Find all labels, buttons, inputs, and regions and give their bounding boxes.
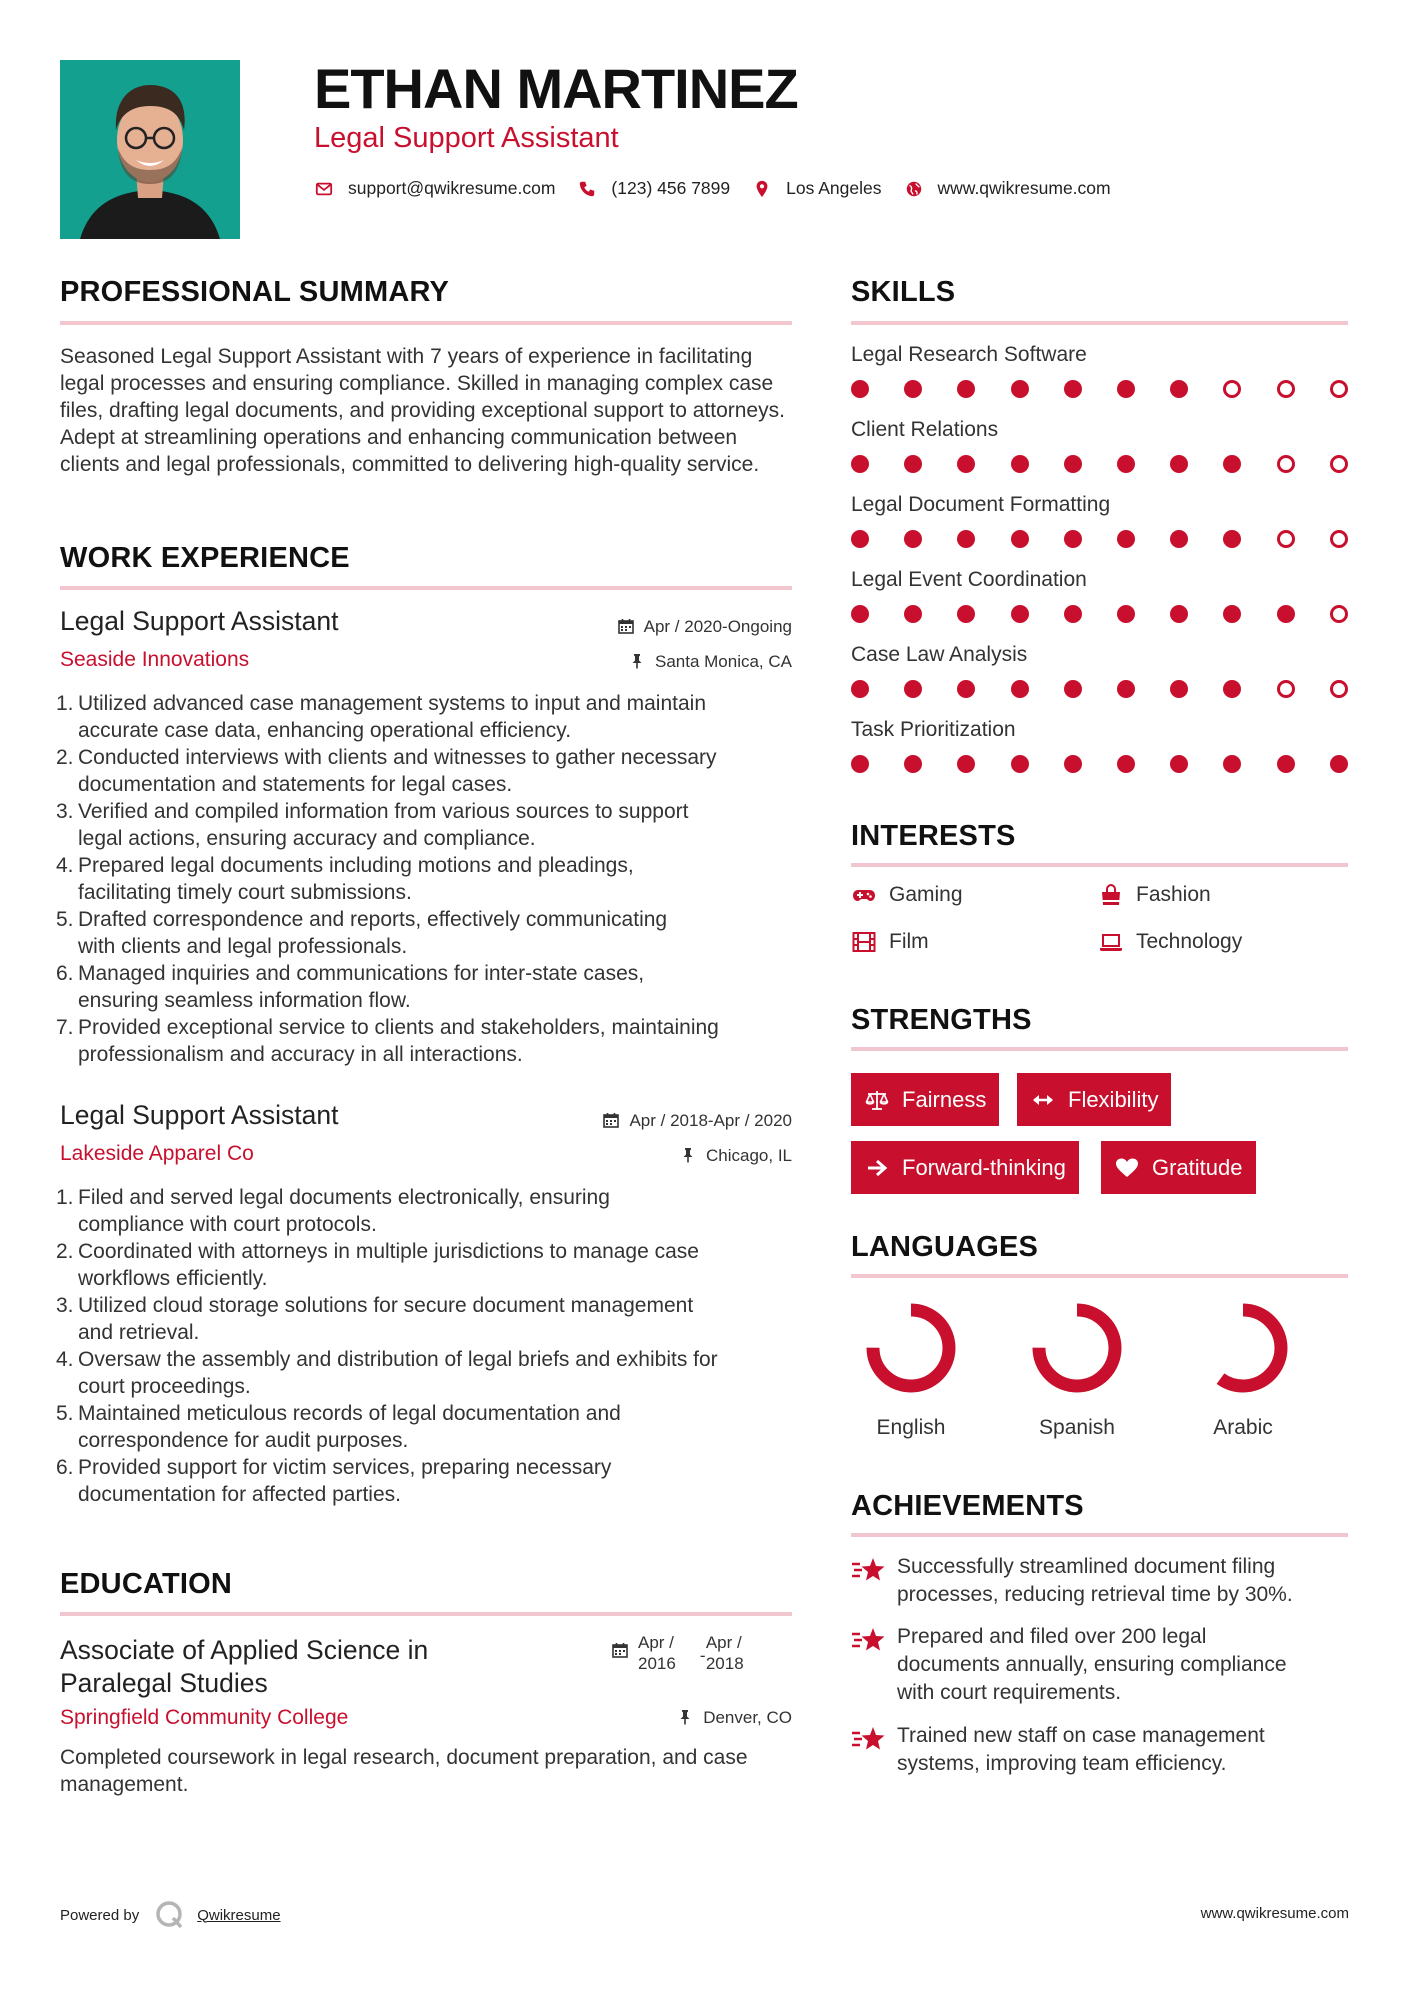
achievement-item bbox=[851, 1553, 1351, 1609]
responsibility-line: with clients and legal professionals. bbox=[78, 935, 408, 958]
responsibility-line: legal actions, ensuring accuracy and compliance. bbox=[78, 827, 536, 850]
rating-dot-filled bbox=[1223, 455, 1241, 473]
rating-dot-filled bbox=[1223, 605, 1241, 623]
rating-dot-filled bbox=[1011, 380, 1029, 398]
gamepad-icon bbox=[851, 884, 877, 906]
responsibility-line: Maintained meticulous records of legal documentation and bbox=[78, 1402, 621, 1425]
rating-dot-filled bbox=[1277, 605, 1295, 623]
envelope-icon bbox=[314, 179, 334, 199]
contact-email[interactable]: support@qwikresume.com bbox=[314, 178, 555, 199]
interest-item: Fashion bbox=[1098, 883, 1211, 907]
laptop-icon bbox=[1098, 931, 1124, 953]
proficiency-arc bbox=[1039, 1310, 1115, 1386]
company-name: Seaside Innovations bbox=[60, 648, 250, 671]
rating-dot-filled bbox=[1011, 680, 1029, 698]
responsibility-line: facilitating timely court submissions. bbox=[78, 881, 412, 904]
experience-heading: WORK EXPERIENCE bbox=[60, 542, 350, 574]
rating-dot-empty bbox=[1330, 455, 1348, 473]
language-name: Arabic bbox=[1213, 1416, 1273, 1439]
strength-tag: Flexibility bbox=[1017, 1073, 1171, 1126]
candidate-role: Legal Support Assistant bbox=[314, 122, 619, 154]
list-number: 2. bbox=[56, 746, 74, 769]
section-divider bbox=[60, 586, 792, 590]
responsibility-item bbox=[56, 1238, 800, 1292]
rating-dot-filled bbox=[1064, 605, 1082, 623]
responsibility-line: correspondence for audit purposes. bbox=[78, 1429, 409, 1452]
skill-rating bbox=[851, 455, 1351, 477]
section-divider bbox=[851, 1533, 1348, 1537]
skill-name: Case Law Analysis bbox=[851, 643, 1028, 666]
strength-tag: Gratitude bbox=[1101, 1141, 1256, 1194]
contact-phone[interactable]: (123) 456 7899 bbox=[577, 178, 730, 199]
footer-website[interactable]: www.qwikresume.com bbox=[1200, 1905, 1349, 1922]
responsibility-line: Drafted correspondence and reports, effectively communicating bbox=[78, 908, 668, 931]
film-icon bbox=[851, 931, 877, 953]
responsibility-item bbox=[56, 852, 800, 906]
achievement-line: Prepared and filed over 200 legal bbox=[897, 1625, 1207, 1648]
section-divider bbox=[60, 1612, 792, 1616]
degree-name: Associate of Applied Science in Paralegal Studies bbox=[60, 1635, 429, 1698]
rating-dot-filled bbox=[904, 380, 922, 398]
responsibility-line: ensuring seamless information flow. bbox=[78, 989, 411, 1012]
rating-dot-filled bbox=[1011, 455, 1029, 473]
responsibility-item bbox=[56, 744, 800, 798]
rating-dot-empty bbox=[1330, 380, 1348, 398]
rating-dot-filled bbox=[1170, 755, 1188, 773]
education-start-date: Apr / 2016 bbox=[638, 1633, 676, 1673]
language-item bbox=[1007, 1300, 1147, 1440]
arrows-horizontal-icon bbox=[1030, 1088, 1056, 1112]
rating-dot-filled bbox=[957, 455, 975, 473]
interest-item: Film bbox=[851, 930, 929, 954]
profile-photo bbox=[60, 60, 240, 239]
pushpin-icon bbox=[629, 653, 647, 671]
responsibility-line: Utilized cloud storage solutions for secure document management bbox=[78, 1294, 694, 1317]
achievement-item bbox=[851, 1623, 1351, 1707]
job-responsibilities bbox=[56, 690, 800, 1068]
education-description: Completed coursework in legal research, document preparation, and case management. bbox=[60, 1746, 748, 1796]
responsibility-item bbox=[56, 1346, 800, 1400]
rating-dot-empty bbox=[1277, 455, 1295, 473]
rating-dot-filled bbox=[904, 755, 922, 773]
proficiency-arc bbox=[873, 1310, 949, 1386]
skill-name: Legal Document Formatting bbox=[851, 493, 1111, 516]
responsibility-item bbox=[56, 906, 800, 960]
heart-icon bbox=[1114, 1156, 1140, 1180]
responsibility-line: professionalism and accuracy in all interactions. bbox=[78, 1043, 523, 1066]
achievement-text bbox=[897, 1623, 1287, 1707]
achievements-heading: ACHIEVEMENTS bbox=[851, 1490, 1084, 1522]
responsibility-item bbox=[56, 1400, 800, 1454]
rating-dot-filled bbox=[904, 530, 922, 548]
responsibility-item bbox=[56, 1292, 800, 1346]
section-divider bbox=[851, 863, 1348, 867]
achievement-line: systems, improving team efficiency. bbox=[897, 1752, 1227, 1775]
skill-name: Task Prioritization bbox=[851, 718, 1016, 741]
list-number: 2. bbox=[56, 1240, 74, 1263]
contact-location: Los Angeles bbox=[752, 178, 881, 199]
strength-tag: Fairness bbox=[851, 1073, 999, 1126]
rating-dot-empty bbox=[1277, 680, 1295, 698]
strengths-heading: STRENGTHS bbox=[851, 1004, 1032, 1036]
rating-dot-filled bbox=[1117, 605, 1135, 623]
rating-dot-filled bbox=[851, 680, 869, 698]
responsibility-line: Prepared legal documents including motions and pleadings, bbox=[78, 854, 634, 877]
section-divider bbox=[851, 321, 1348, 325]
list-number: 5. bbox=[56, 908, 74, 931]
responsibility-line: Filed and served legal documents electronically, ensuring bbox=[78, 1186, 610, 1209]
rating-dot-filled bbox=[1170, 455, 1188, 473]
star-icon bbox=[851, 1625, 887, 1655]
language-name: English bbox=[876, 1416, 946, 1439]
rating-dot-filled bbox=[1011, 605, 1029, 623]
language-item bbox=[1173, 1300, 1313, 1440]
achievement-line: processes, reducing retrieval time by 30%. bbox=[897, 1583, 1293, 1606]
list-number: 1. bbox=[56, 1186, 74, 1209]
language-item bbox=[841, 1300, 981, 1440]
responsibility-line: Conducted interviews with clients and witnesses to gather necessary bbox=[78, 746, 717, 769]
language-proficiency-ring bbox=[1195, 1300, 1291, 1396]
achievement-line: with court requirements. bbox=[897, 1681, 1122, 1704]
rating-dot-filled bbox=[851, 455, 869, 473]
arrow-right-icon bbox=[864, 1156, 890, 1180]
rating-dot-filled bbox=[851, 530, 869, 548]
rating-dot-filled bbox=[851, 605, 869, 623]
rating-dot-filled bbox=[1011, 755, 1029, 773]
powered-by-label: Powered by bbox=[60, 1906, 140, 1924]
rating-dot-filled bbox=[1277, 755, 1295, 773]
skill-rating bbox=[851, 380, 1351, 402]
responsibility-line: Managed inquiries and communications for inter-state cases, bbox=[78, 962, 645, 985]
calendar-icon bbox=[603, 1112, 621, 1130]
rating-dot-filled bbox=[1117, 455, 1135, 473]
list-number: 6. bbox=[56, 1456, 74, 1479]
education-end-date: - Apr / 2018 bbox=[699, 1633, 744, 1673]
responsibility-item bbox=[56, 1184, 800, 1238]
rating-dot-empty bbox=[1330, 605, 1348, 623]
rating-dot-empty bbox=[1330, 680, 1348, 698]
rating-dot-empty bbox=[1277, 530, 1295, 548]
rating-dot-filled bbox=[1064, 380, 1082, 398]
skill-name: Legal Research Software bbox=[851, 343, 1087, 366]
contact-bar bbox=[314, 178, 1133, 199]
calendar-icon bbox=[618, 618, 636, 636]
rating-dot-empty bbox=[1223, 380, 1241, 398]
job-dates: Apr / 2018-Apr / 2020 bbox=[492, 1111, 792, 1131]
responsibility-line: Provided exceptional service to clients and stakeholders, maintaining bbox=[78, 1016, 719, 1039]
rating-dot-filled bbox=[1170, 380, 1188, 398]
skill-rating bbox=[851, 755, 1351, 777]
education-location: Denver, CO bbox=[492, 1708, 792, 1728]
rating-dot-filled bbox=[851, 755, 869, 773]
section-divider bbox=[851, 1047, 1348, 1051]
rating-dot-filled bbox=[1064, 455, 1082, 473]
responsibility-line: Coordinated with attorneys in multiple jurisdictions to manage case bbox=[78, 1240, 699, 1263]
scale-icon bbox=[864, 1088, 890, 1112]
responsibility-item bbox=[56, 798, 800, 852]
phone-icon bbox=[577, 179, 597, 199]
pushpin-icon bbox=[677, 1709, 695, 1727]
list-number: 1. bbox=[56, 692, 74, 715]
responsibility-line: compliance with court protocols. bbox=[78, 1213, 377, 1236]
rating-dot-empty bbox=[1330, 530, 1348, 548]
section-divider bbox=[851, 1274, 1348, 1278]
language-name: Spanish bbox=[1039, 1416, 1115, 1439]
job-location: Chicago, IL bbox=[492, 1146, 792, 1166]
summary-text: Seasoned Legal Support Assistant with 7 years of experience in facilitating legal processes and ensuring compliance. Skilled in managing complex case files, drafting legal documents, and providing exceptional support to attorneys. Adept at streamlining operations and enhancing communication between clients and legal professionals, committed to delivering high-quality service. bbox=[60, 345, 785, 476]
proficiency-arc bbox=[1205, 1310, 1281, 1386]
footer-branding bbox=[60, 1900, 281, 1930]
language-proficiency-ring bbox=[863, 1300, 959, 1396]
responsibility-line: Verified and compiled information from various sources to support bbox=[78, 800, 689, 823]
achievement-item bbox=[851, 1722, 1351, 1778]
achievement-line: Trained new staff on case management bbox=[897, 1724, 1265, 1747]
interest-item: Technology bbox=[1098, 930, 1242, 954]
rating-dot-filled bbox=[1117, 755, 1135, 773]
achievement-line: Successfully streamlined document filing bbox=[897, 1555, 1276, 1578]
job-dates: Apr / 2020-Ongoing bbox=[492, 617, 792, 637]
list-number: 7. bbox=[56, 1016, 74, 1039]
company-name: Lakeside Apparel Co bbox=[60, 1142, 254, 1165]
language-proficiency-ring bbox=[1029, 1300, 1125, 1396]
responsibility-item bbox=[56, 1454, 800, 1508]
rating-dot-filled bbox=[957, 755, 975, 773]
education-heading: EDUCATION bbox=[60, 1568, 233, 1600]
list-number: 3. bbox=[56, 800, 74, 823]
qwikresume-logo-icon bbox=[155, 1900, 185, 1930]
contact-website[interactable]: www.qwikresume.com bbox=[904, 178, 1111, 199]
achievement-line: documents annually, ensuring compliance bbox=[897, 1653, 1287, 1676]
education-dates bbox=[612, 1632, 744, 1674]
rating-dot-empty bbox=[1277, 380, 1295, 398]
job-responsibilities bbox=[56, 1184, 800, 1508]
rating-dot-filled bbox=[904, 605, 922, 623]
rating-dot-filled bbox=[851, 380, 869, 398]
job-title: Legal Support Assistant bbox=[60, 1100, 339, 1130]
responsibility-line: accurate case data, enhancing operational efficiency. bbox=[78, 719, 572, 742]
responsibility-line: court proceedings. bbox=[78, 1375, 251, 1398]
rating-dot-filled bbox=[1223, 530, 1241, 548]
skill-rating bbox=[851, 605, 1351, 627]
list-number: 5. bbox=[56, 1402, 74, 1425]
rating-dot-filled bbox=[1064, 680, 1082, 698]
section-divider bbox=[60, 321, 792, 325]
rating-dot-filled bbox=[1117, 680, 1135, 698]
rating-dot-filled bbox=[1170, 605, 1188, 623]
rating-dot-filled bbox=[1064, 755, 1082, 773]
summary-heading: PROFESSIONAL SUMMARY bbox=[60, 276, 450, 308]
interest-item: Gaming bbox=[851, 883, 963, 907]
list-number: 3. bbox=[56, 1294, 74, 1317]
skill-name: Legal Event Coordination bbox=[851, 568, 1087, 591]
skill-name: Client Relations bbox=[851, 418, 999, 441]
responsibility-line: Provided support for victim services, preparing necessary bbox=[78, 1456, 612, 1479]
rating-dot-filled bbox=[1330, 755, 1348, 773]
responsibility-line: and retrieval. bbox=[78, 1321, 200, 1344]
strength-tag: Forward-thinking bbox=[851, 1141, 1079, 1194]
rating-dot-filled bbox=[1223, 755, 1241, 773]
candidate-name: ETHAN MARTINEZ bbox=[314, 57, 798, 120]
responsibility-line: workflows efficiently. bbox=[78, 1267, 268, 1290]
rating-dot-filled bbox=[1117, 530, 1135, 548]
skill-rating bbox=[851, 680, 1351, 702]
rating-dot-filled bbox=[957, 680, 975, 698]
responsibility-line: documentation and statements for legal cases. bbox=[78, 773, 513, 796]
job-location: Santa Monica, CA bbox=[492, 652, 792, 672]
school-name: Springfield Community College bbox=[60, 1706, 349, 1729]
rating-dot-filled bbox=[1170, 680, 1188, 698]
rating-dot-filled bbox=[904, 455, 922, 473]
rating-dot-filled bbox=[957, 380, 975, 398]
responsibility-line: documentation for affected parties. bbox=[78, 1483, 401, 1506]
rating-dot-filled bbox=[1064, 530, 1082, 548]
qwikresume-link[interactable]: Qwikresume bbox=[197, 1906, 281, 1924]
rating-dot-filled bbox=[957, 605, 975, 623]
job-title: Legal Support Assistant bbox=[60, 606, 339, 636]
responsibility-item bbox=[56, 960, 800, 1014]
rating-dot-filled bbox=[1117, 380, 1135, 398]
globe-icon bbox=[904, 179, 924, 199]
pushpin-icon bbox=[680, 1147, 698, 1165]
rating-dot-filled bbox=[1011, 530, 1029, 548]
rating-dot-filled bbox=[1170, 530, 1188, 548]
list-number: 6. bbox=[56, 962, 74, 985]
interests-heading: INTERESTS bbox=[851, 820, 1016, 852]
achievement-text bbox=[897, 1553, 1293, 1609]
list-number: 4. bbox=[56, 1348, 74, 1371]
rating-dot-filled bbox=[904, 680, 922, 698]
star-icon bbox=[851, 1724, 887, 1754]
calendar-icon bbox=[612, 1642, 630, 1660]
map-pin-icon bbox=[752, 179, 772, 199]
responsibility-line: Utilized advanced case management systems to input and maintain bbox=[78, 692, 707, 715]
shopping-bag-icon bbox=[1098, 884, 1124, 906]
rating-dot-filled bbox=[957, 530, 975, 548]
responsibility-item bbox=[56, 690, 800, 744]
achievement-text bbox=[897, 1722, 1265, 1778]
responsibility-line: Oversaw the assembly and distribution of legal briefs and exhibits for bbox=[78, 1348, 718, 1371]
skills-heading: SKILLS bbox=[851, 276, 956, 308]
list-number: 4. bbox=[56, 854, 74, 877]
rating-dot-filled bbox=[1223, 680, 1241, 698]
languages-heading: LANGUAGES bbox=[851, 1231, 1039, 1263]
star-icon bbox=[851, 1555, 887, 1585]
skill-rating bbox=[851, 530, 1351, 552]
responsibility-item bbox=[56, 1014, 800, 1068]
